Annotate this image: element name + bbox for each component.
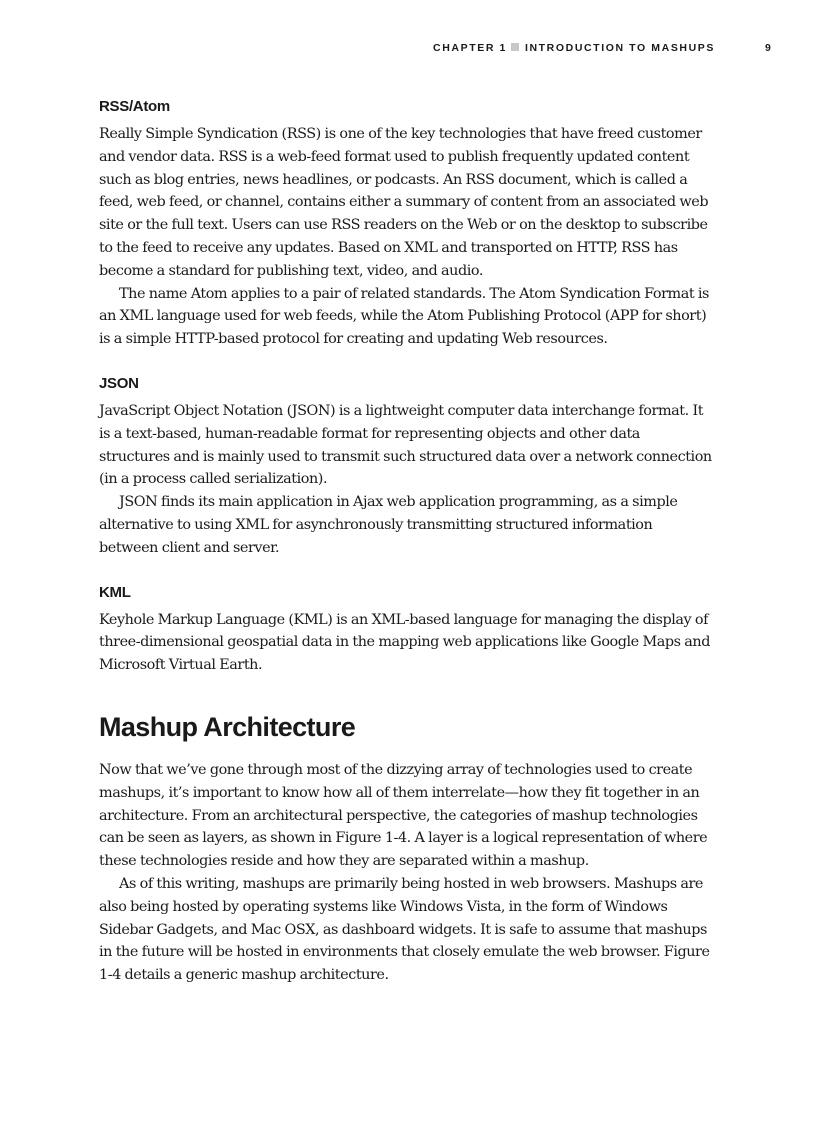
separator-square-icon bbox=[511, 43, 519, 51]
section-heading-json: JSON bbox=[99, 374, 139, 392]
paragraph-json-1: JavaScript Object Notation (JSON) is a lightweight computer data interchange format. It is a text-based, human-readable format for representing objects and other data structures and is mainly used to transmit such structured data over a network connection (in a process called serialization). bbox=[99, 402, 712, 488]
paragraph-rss-2: The name Atom applies to a pair of related standards. The Atom Syndication Format is an XML language used for web feeds, while the Atom Publishing Protocol (APP for short) is a simple HTTP-based protocol for creating and updating Web resources. bbox=[99, 285, 709, 348]
section-heading-mashup-architecture: Mashup Architecture bbox=[99, 711, 356, 742]
page-body bbox=[99, 96, 713, 987]
paragraph-architecture-2: As of this writing, mashups are primarily being hosted in web browsers. Mashups are also being hosted by operating systems like Windows Vista, in the form of Windows Sidebar Gadgets, and Mac OSX, as dashboard widgets. It is safe to assume that mashups in the future will be hosted in environments that closely emulate the web browser. Figure 1-4 details a generic mashup architecture. bbox=[99, 875, 710, 984]
chapter-number: CHAPTER 1 bbox=[433, 42, 507, 54]
paragraph-kml-1: Keyhole Markup Language (KML) is an XML-based language for managing the display of three-dimensional geospatial data in the mapping web applications like Google Maps and Microsoft Virtual Earth. bbox=[99, 611, 711, 674]
page-number: 9 bbox=[765, 42, 773, 54]
section-heading-kml: KML bbox=[99, 583, 131, 601]
section-heading-rss-atom: RSS/Atom bbox=[99, 98, 170, 115]
paragraph-rss-1: Really Simple Syndication (RSS) is one of the key technologies that have freed customer and vendor data. RSS is a web-feed format used to publish frequently updated content such as blog entries, news headlines, or podcasts. An RSS document, which is called a feed, web feed, or channel, contains either a summary of content from an associated web site or the full text. Users can use RSS readers on the Web or on the desktop to subscribe to the feed to receive any updates. Based on XML and transported on HTTP, RSS has become a standard for publishing text, video, and audio. bbox=[99, 126, 709, 279]
paragraph-architecture-1: Now that we’ve gone through most of the dizzying array of technologies used to create mashups, it’s important to know how all of them interrelate—how they fit together in an architecture. From an architectural perspective, the categories of mashup technologies can be seen as layers, as shown in Figure 1-4. A layer is a logical representation of where these technologies reside and how they are separated within a mashup. bbox=[99, 761, 708, 870]
running-header bbox=[0, 42, 816, 58]
chapter-title: INTRODUCTION TO MASHUPS bbox=[524, 42, 715, 54]
chapter-label bbox=[433, 42, 715, 54]
paragraph-json-2: JSON finds its main application in Ajax web application programming, as a simple alternative to using XML for asynchronously transmitting structured information between client and server. bbox=[99, 494, 678, 556]
